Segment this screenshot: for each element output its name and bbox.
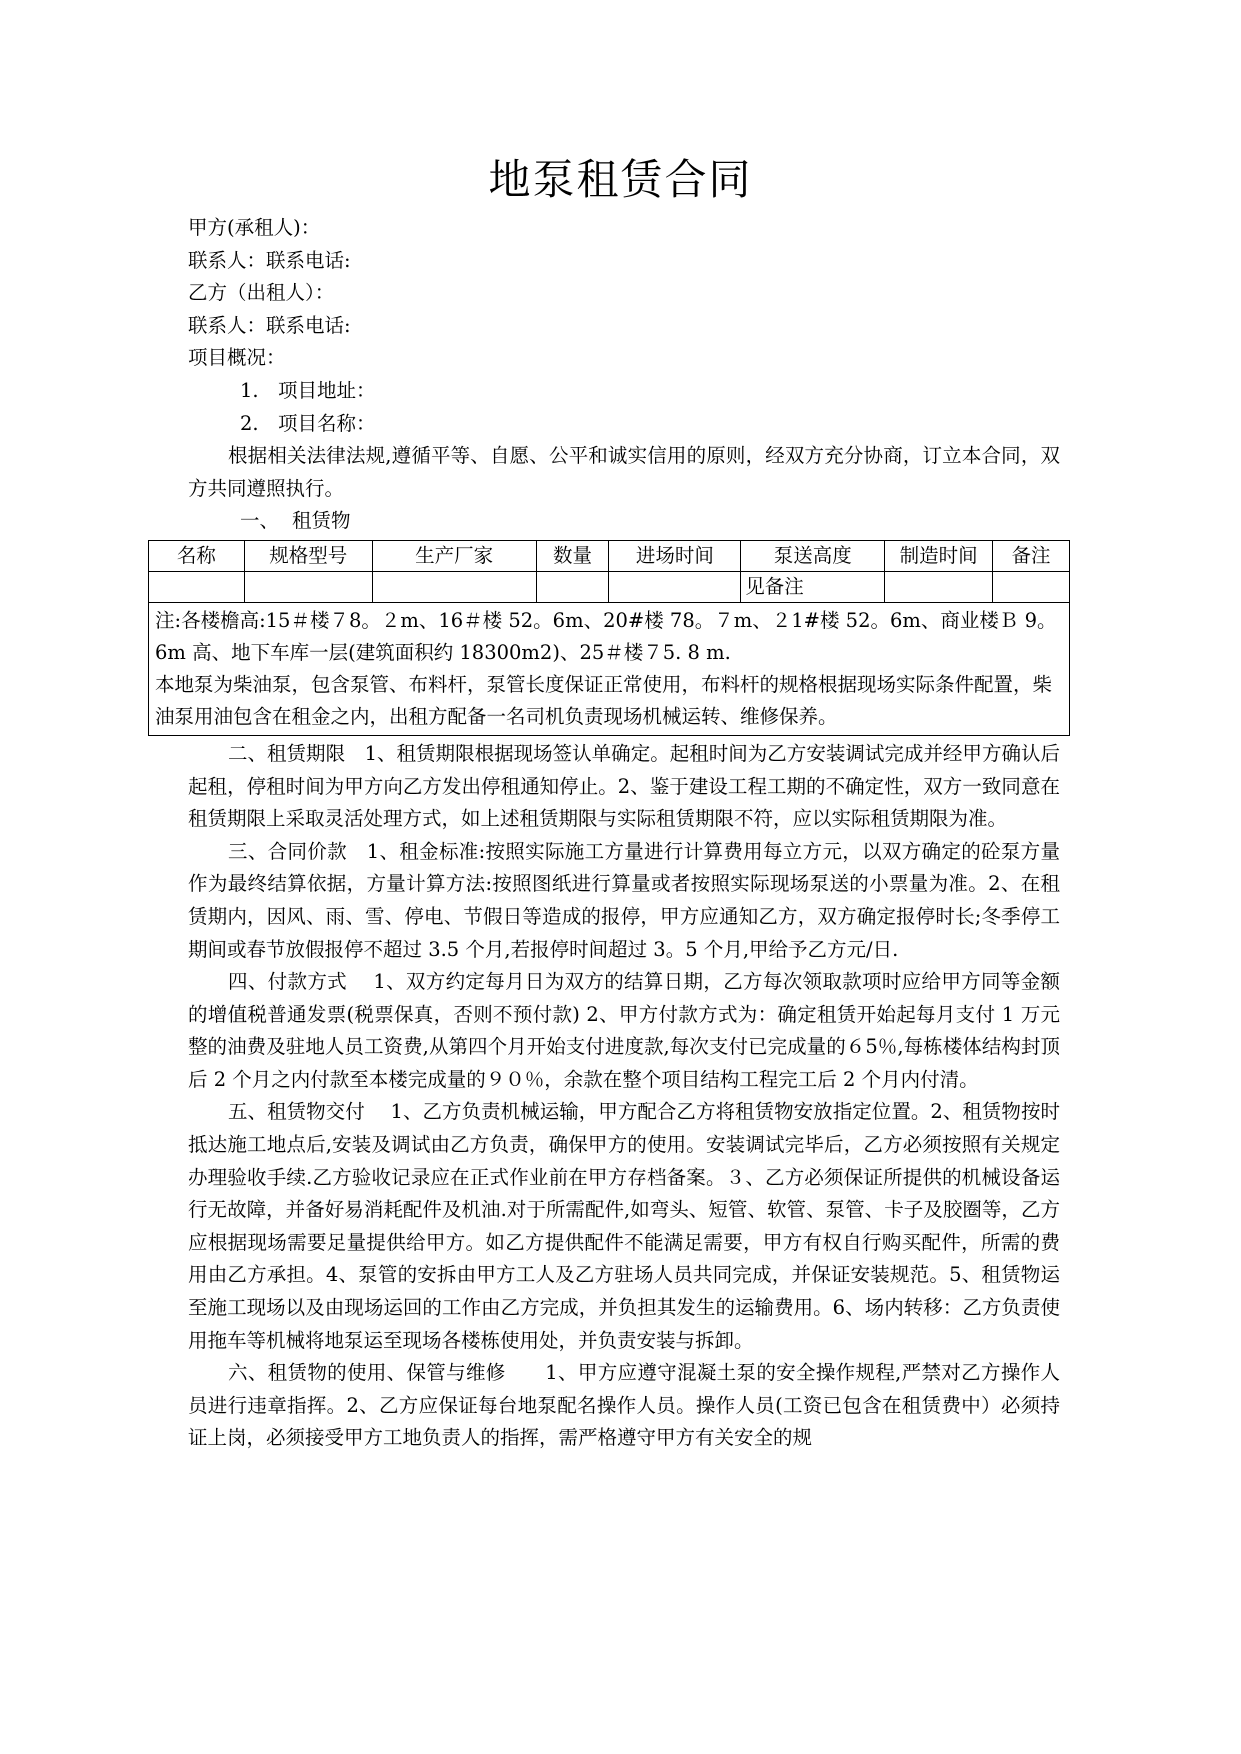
document-title: 地泵租赁合同 <box>488 155 753 204</box>
section-title: 租赁物 <box>292 509 351 533</box>
table-header-cell: 泵送高度 <box>741 540 885 571</box>
section-number: 一、 <box>240 509 280 533</box>
table-cell <box>993 571 1070 602</box>
party-b-contact-line: 联系人：联系电话: <box>188 313 351 337</box>
list-number: 2. <box>240 411 259 435</box>
table-header-row <box>149 540 1070 571</box>
table-header-cell: 数量 <box>536 540 609 571</box>
intro-paragraph: 根据相关法律法规,遵循平等、自愿、公平和诚实信用的原则，经双方充分协商，订立本合同，双方共同遵照执行。 <box>188 444 1060 500</box>
project-name-item <box>188 408 1060 441</box>
table-header-cell: 备注 <box>993 540 1070 571</box>
leased-items-table <box>148 540 1070 736</box>
project-address-label: 项目地址： <box>278 378 376 402</box>
table-cell <box>149 571 245 602</box>
section-payment-method: 四、付款方式 1、双方约定每月日为双方的结算日期，乙方每次领取款项时应给甲方同等金额的增值税普通发票(税票保真，否则不预付款) 2、甲方付款方式为：确定租赁开始起每月支付 1 万元整的油费及驻地人员工资费,从第四个月开始支付进度款,每次支付已完成量的６5％,每栋楼体结构封顶后 2 个月之内付款至本楼完成量的９０％，余款在整个项目结构工程完工后 2 个月内付清。 <box>188 970 1060 1091</box>
table-note-row <box>149 602 1070 735</box>
table-header-cell: 进场时间 <box>609 540 741 571</box>
table-header-cell: 生产厂家 <box>372 540 536 571</box>
table-cell <box>244 571 372 602</box>
party-a-line: 甲方(承租人)： <box>188 216 321 239</box>
table-header-cell: 名称 <box>149 540 245 571</box>
table-header-cell: 制造时间 <box>885 540 993 571</box>
project-overview-label: 项目概况： <box>188 346 286 370</box>
party-a-contact-line: 联系人：联系电话: <box>188 248 351 272</box>
table-note-cell <box>149 602 1070 735</box>
table-header-cell: 规格型号 <box>244 540 372 571</box>
table-note-heights: 注:各楼檐高:15＃楼７8。２m、16＃楼 52。6m、20#楼 78。７m、２1#楼 52。6m、商业楼Ｂ 9。6m 高、地下车库一层(建筑面积约 18300m2)、25＃楼７5. 8 m. <box>155 608 1057 664</box>
section-lease-term: 二、租赁期限 1、租赁期限根据现场签认单确定。起租时间为乙方安装调试完成并经甲方确认后起租，停租时间为甲方向乙方发出停租通知停止。2、鉴于建设工程工期的不确定性，双方一致同意在租赁期限上采取灵活处理方式，如上述租赁期限与实际租赁期限不符，应以实际租赁期限为准。 <box>188 741 1060 831</box>
document-body <box>155 212 1060 1455</box>
list-number: 1. <box>240 378 259 402</box>
table-note-pump: 本地泵为柴油泵，包含泵管、布料杆，泵管长度保证正常使用，布料杆的规格根据现场实际条件配置，柴油泵用油包含在租金之内，出租方配备一名司机负责现场机械运转、维修保养。 <box>155 672 1053 728</box>
section-heading-leased-item <box>188 505 1060 538</box>
table-row <box>149 571 1070 602</box>
table-cell: 见备注 <box>741 571 885 602</box>
section-contract-price: 三、合同价款 1、租金标准:按照实际施工方量进行计算费用每立方元，以双方确定的砼泵方量作为最终结算依据，方量计算方法:按照图纸进行算量或者按照实际现场泵送的小票量为准。2、在租赁期内，因风、雨、雪、停电、节假日等造成的报停，甲方应通知乙方，双方确定报停时长;冬季停工期间或春节放假报停不超过 3.5 个月,若报停时间超过 3。5 个月,甲给予乙方元/日. <box>188 839 1060 961</box>
section-delivery: 五、租赁物交付 1、乙方负责机械运输，甲方配合乙方将租赁物安放指定位置。2、租赁物按时抵达施工地点后,安装及调试由乙方负责，确保甲方的使用。安装调试完毕后，乙方必须按照有关规定办理验收手续.乙方验收记录应在正式作业前在甲方存档备案。３、乙方必须保证所提供的机械设备运行无故障，并备好易消耗配件及机油.对于所需配件,如弯头、短管、软管、泵管、卡子及胶圈等，乙方应根据现场需要足量提供给甲方。如乙方提供配件不能满足需要，甲方有权自行购买配件，所需的费用由乙方承担。4、泵管的安拆由甲方工人及乙方驻场人员共同完成，并保证安装规范。5、租赁物运至施工现场以及由现场运回的工作由乙方完成，并负担其发生的运输费用。6、场内转移：乙方负责使用拖车等机械将地泵运至现场各楼栋使用处，并负责安装与拆卸。 <box>188 1100 1060 1352</box>
section-use-maintenance: 六、租赁物的使用、保管与维修 1、甲方应遵守混凝土泵的安全操作规程,严禁对乙方操作人员进行违章指挥。2、乙方应保证每台地泵配名操作人员。操作人员(工资已包含在租赁费中）必须持证上岗，必须接受甲方工地负责人的指挥，需严格遵守甲方有关安全的规 <box>188 1361 1060 1450</box>
project-address-item <box>188 375 1060 408</box>
table-cell <box>885 571 993 602</box>
table-cell <box>609 571 741 602</box>
project-name-label: 项目名称： <box>278 411 376 435</box>
party-b-line: 乙方（出租人）： <box>188 281 335 305</box>
table-cell <box>536 571 609 602</box>
table-cell <box>372 571 536 602</box>
